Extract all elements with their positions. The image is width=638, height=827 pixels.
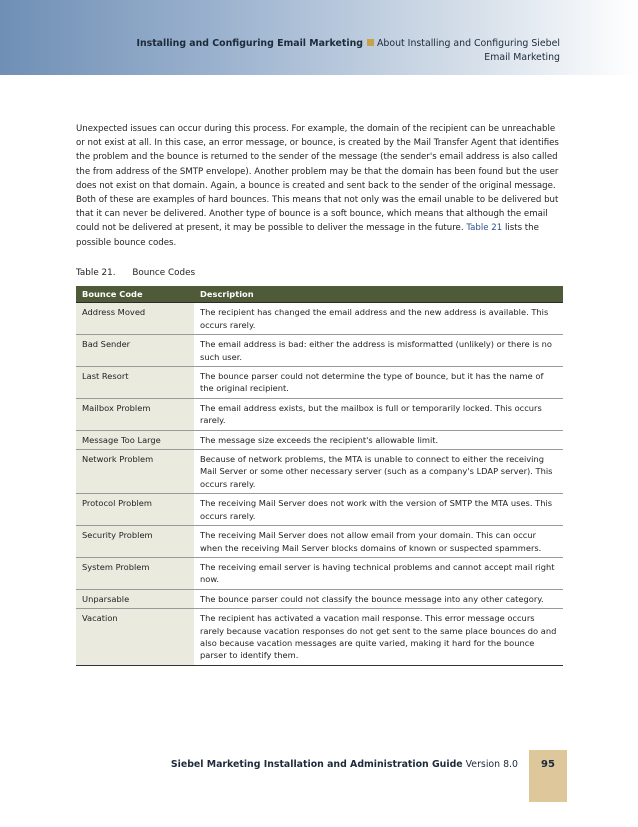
page-number-box	[529, 750, 567, 802]
guide-title: Siebel Marketing Installation and Administration Guide	[170, 759, 463, 770]
table-row	[76, 367, 563, 399]
page-header	[0, 0, 638, 75]
table-row	[76, 494, 563, 526]
body-paragraph	[76, 122, 563, 250]
paragraph-text: Unexpected issues can occur during this process. For example, the domain of the recipient can be unreachable or not exist at all. In this case, an error message, or bounce, is created by the Mail Transfer Agent that identifies the problem and the bounce is returned to the sender of the message (the sender's email address is also called the from address of the SMTP envelope). Another problem may be that the domain has been found but the user does not exist on that domain. Again, a bounce is created and sent back to the sender of the original message. Both of these are examples of hard bounces. This means that not only was the email unable to be delivered but that it can never be delivered. Another type of bounce is a soft bounce, which means that although the email could not be delivered at present, it may be possible to deliver the message in the future.	[76, 124, 559, 234]
description-cell: The email address exists, but the mailbox is full or temporarily locked. This occurs rarely.	[194, 398, 563, 430]
bounce-code-cell: Last Resort	[76, 367, 194, 399]
description-cell: The message size exceeds the recipient's allowable limit.	[194, 430, 563, 449]
square-bullet-icon	[367, 39, 374, 46]
table-header-row	[76, 286, 563, 303]
description-cell: The email address is bad: either the address is misformatted (unlikely) or there is no such user.	[194, 335, 563, 367]
section-title-line1: About Installing and Configuring Siebel	[376, 38, 560, 49]
table-row	[76, 398, 563, 430]
description-cell: The receiving Mail Server does not work with the version of SMTP the MTA uses. This occurs rarely.	[194, 494, 563, 526]
table-row	[76, 335, 563, 367]
bounce-code-cell: Security Problem	[76, 526, 194, 558]
bounce-code-cell: Mailbox Problem	[76, 398, 194, 430]
table-cross-reference-link[interactable]: Table 21	[466, 223, 503, 234]
section-title-line2: Email Marketing	[484, 52, 560, 63]
running-header	[40, 37, 560, 65]
column-header-bounce-code: Bounce Code	[76, 286, 194, 303]
guide-version: Version 8.0	[465, 759, 518, 770]
table-row	[76, 526, 563, 558]
table-row	[76, 557, 563, 589]
bounce-code-cell: Network Problem	[76, 450, 194, 494]
bounce-code-cell: Unparsable	[76, 589, 194, 608]
description-cell: The receiving Mail Server does not allow email from your domain. This can occur when the receiving Mail Server blocks domains of known or suspected spammers.	[194, 526, 563, 558]
bounce-code-cell: Message Too Large	[76, 430, 194, 449]
description-cell: The recipient has activated a vacation mail response. This error message occurs rarely because vacation responses do not get sent to the same place bounces do and also because vacation messages are quite varied, making it hard for the bounce parser to identify them.	[194, 609, 563, 666]
table-row	[76, 609, 563, 666]
bounce-code-cell: Vacation	[76, 609, 194, 666]
description-cell: Because of network problems, the MTA is unable to connect to either the receiving Mail Server or some other necessary server (such as a company's LDAP server). This occurs rarely.	[194, 450, 563, 494]
description-cell: The recipient has changed the email address and the new address is available. This occurs rarely.	[194, 303, 563, 335]
table-row	[76, 430, 563, 449]
page-footer	[118, 759, 518, 770]
page-number: 95	[541, 759, 555, 770]
bounce-code-cell: System Problem	[76, 557, 194, 589]
table-row	[76, 303, 563, 335]
paragraph-end-text: lists the possible bounce codes.	[76, 223, 539, 248]
table-row	[76, 450, 563, 494]
description-cell: The bounce parser could not classify the bounce message into any other category.	[194, 589, 563, 608]
bounce-code-cell: Address Moved	[76, 303, 194, 335]
bounce-code-cell: Protocol Problem	[76, 494, 194, 526]
table-caption	[76, 268, 195, 278]
bounce-codes-table	[76, 286, 563, 666]
bounce-code-cell: Bad Sender	[76, 335, 194, 367]
description-cell: The bounce parser could not determine the type of bounce, but it has the name of the original recipient.	[194, 367, 563, 399]
table-caption-number: Table 21.	[76, 268, 116, 278]
chapter-title: Installing and Configuring Email Marketing	[136, 38, 363, 49]
table-caption-title: Bounce Codes	[132, 268, 196, 278]
table-row	[76, 589, 563, 608]
description-cell: The receiving email server is having technical problems and cannot accept mail right now.	[194, 557, 563, 589]
column-header-description: Description	[194, 286, 563, 303]
